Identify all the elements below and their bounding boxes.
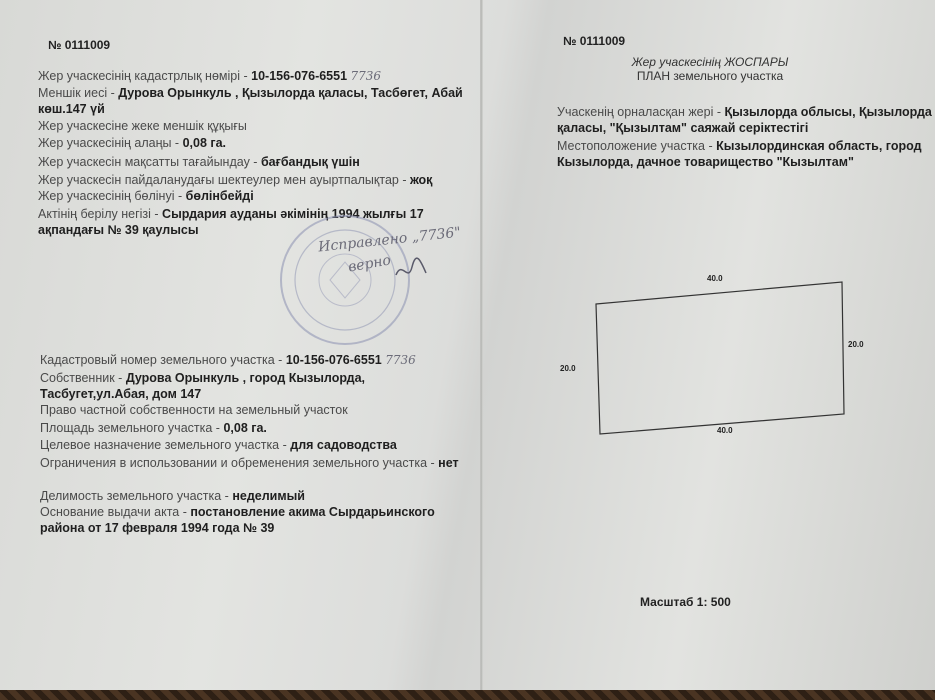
kz-restrictions-line: Жер учаскесін пайдаланудағы шектеулер мен ауыртпалықтар - жоқ (38, 173, 433, 187)
document-number-left: № 0111009 (48, 38, 111, 52)
kz-area-line: Жер учаскесінің алаңы - 0,08 га. (38, 136, 227, 150)
dim-left: 20.0 (560, 364, 576, 373)
ru-cadastral-line: Кадастровый номер земельного участка - 10-156-076-6551 7736 (40, 353, 416, 367)
kz-location-line: Учаскенің орналасқан жері - Қызылорда облысы, Қызылорда қаласы, "Қызылтам" саяжай серіктестігі (557, 105, 932, 135)
ru-ownership-line: Право частной собственности на земельный участок (40, 403, 348, 417)
ru-owner-line: Собственник - Дурова Орынкуль , город Кызылорда, Тасбугет,ул.Абая, дом 147 (40, 371, 366, 401)
scale-label: Масштаб 1: 500 (640, 595, 731, 609)
ru-location-line: Местоположение участка - Кызылординская область, город Кызылорда, дачное товарищество "Кызылтам" (557, 139, 922, 169)
page-fold (480, 0, 483, 690)
ru-purpose-line: Целевое назначение земельного участка - для садоводства (40, 438, 397, 452)
handwritten-correction: Исправлено „7736" (317, 224, 462, 256)
document-number-right: № 0111009 (563, 34, 626, 48)
ru-basis-line: Основание выдачи акта - постановление акима Сырдарьинского района от 17 февраля 1994 года № 39 (40, 505, 435, 535)
plan-title-kz: Жер учаскесінің ЖОСПАРЫ (631, 55, 789, 69)
land-plot-plan (590, 278, 850, 438)
ru-divisibility-line: Делимость земельного участка - неделимый (40, 489, 305, 503)
handwritten-verified: верно (346, 252, 393, 276)
kz-purpose-line: Жер учаскесін мақсатты тағайындау - бағбандық үшін (38, 155, 360, 169)
kz-basis-line: Актінің берілу негізі - Сырдария ауданы әкімінің 1994 жылғы 17 ақпандағы № 39 қаулысы (38, 207, 424, 237)
plot-boundary (596, 282, 844, 434)
ru-area-line: Площадь земельного участка - 0,08 га. (40, 421, 267, 435)
ru-restrictions-line: Ограничения в использовании и обременения земельного участка - нет (40, 456, 459, 470)
handwritten-signature (392, 255, 432, 285)
kz-divisibility-line: Жер учаскесінің бөлінуі - бөлінбейді (38, 189, 254, 203)
plan-title-ru: ПЛАН земельного участка (636, 69, 784, 83)
kz-cadastral-line: Жер учаскесінің кадастрлық нөмірі - 10-156-076-6551 7736 (38, 69, 382, 83)
kz-ownership-line: Жер учаскесіне жеке меншік құқығы (38, 119, 247, 133)
dim-bottom: 40.0 (717, 426, 733, 435)
dim-right: 20.0 (848, 340, 864, 349)
dim-top: 40.0 (707, 274, 723, 283)
kz-owner-line: Меншік иесі - Дурова Орынкуль , Қызылорда қаласы, Тасбөгет, Абай көш.147 үй (38, 86, 463, 116)
